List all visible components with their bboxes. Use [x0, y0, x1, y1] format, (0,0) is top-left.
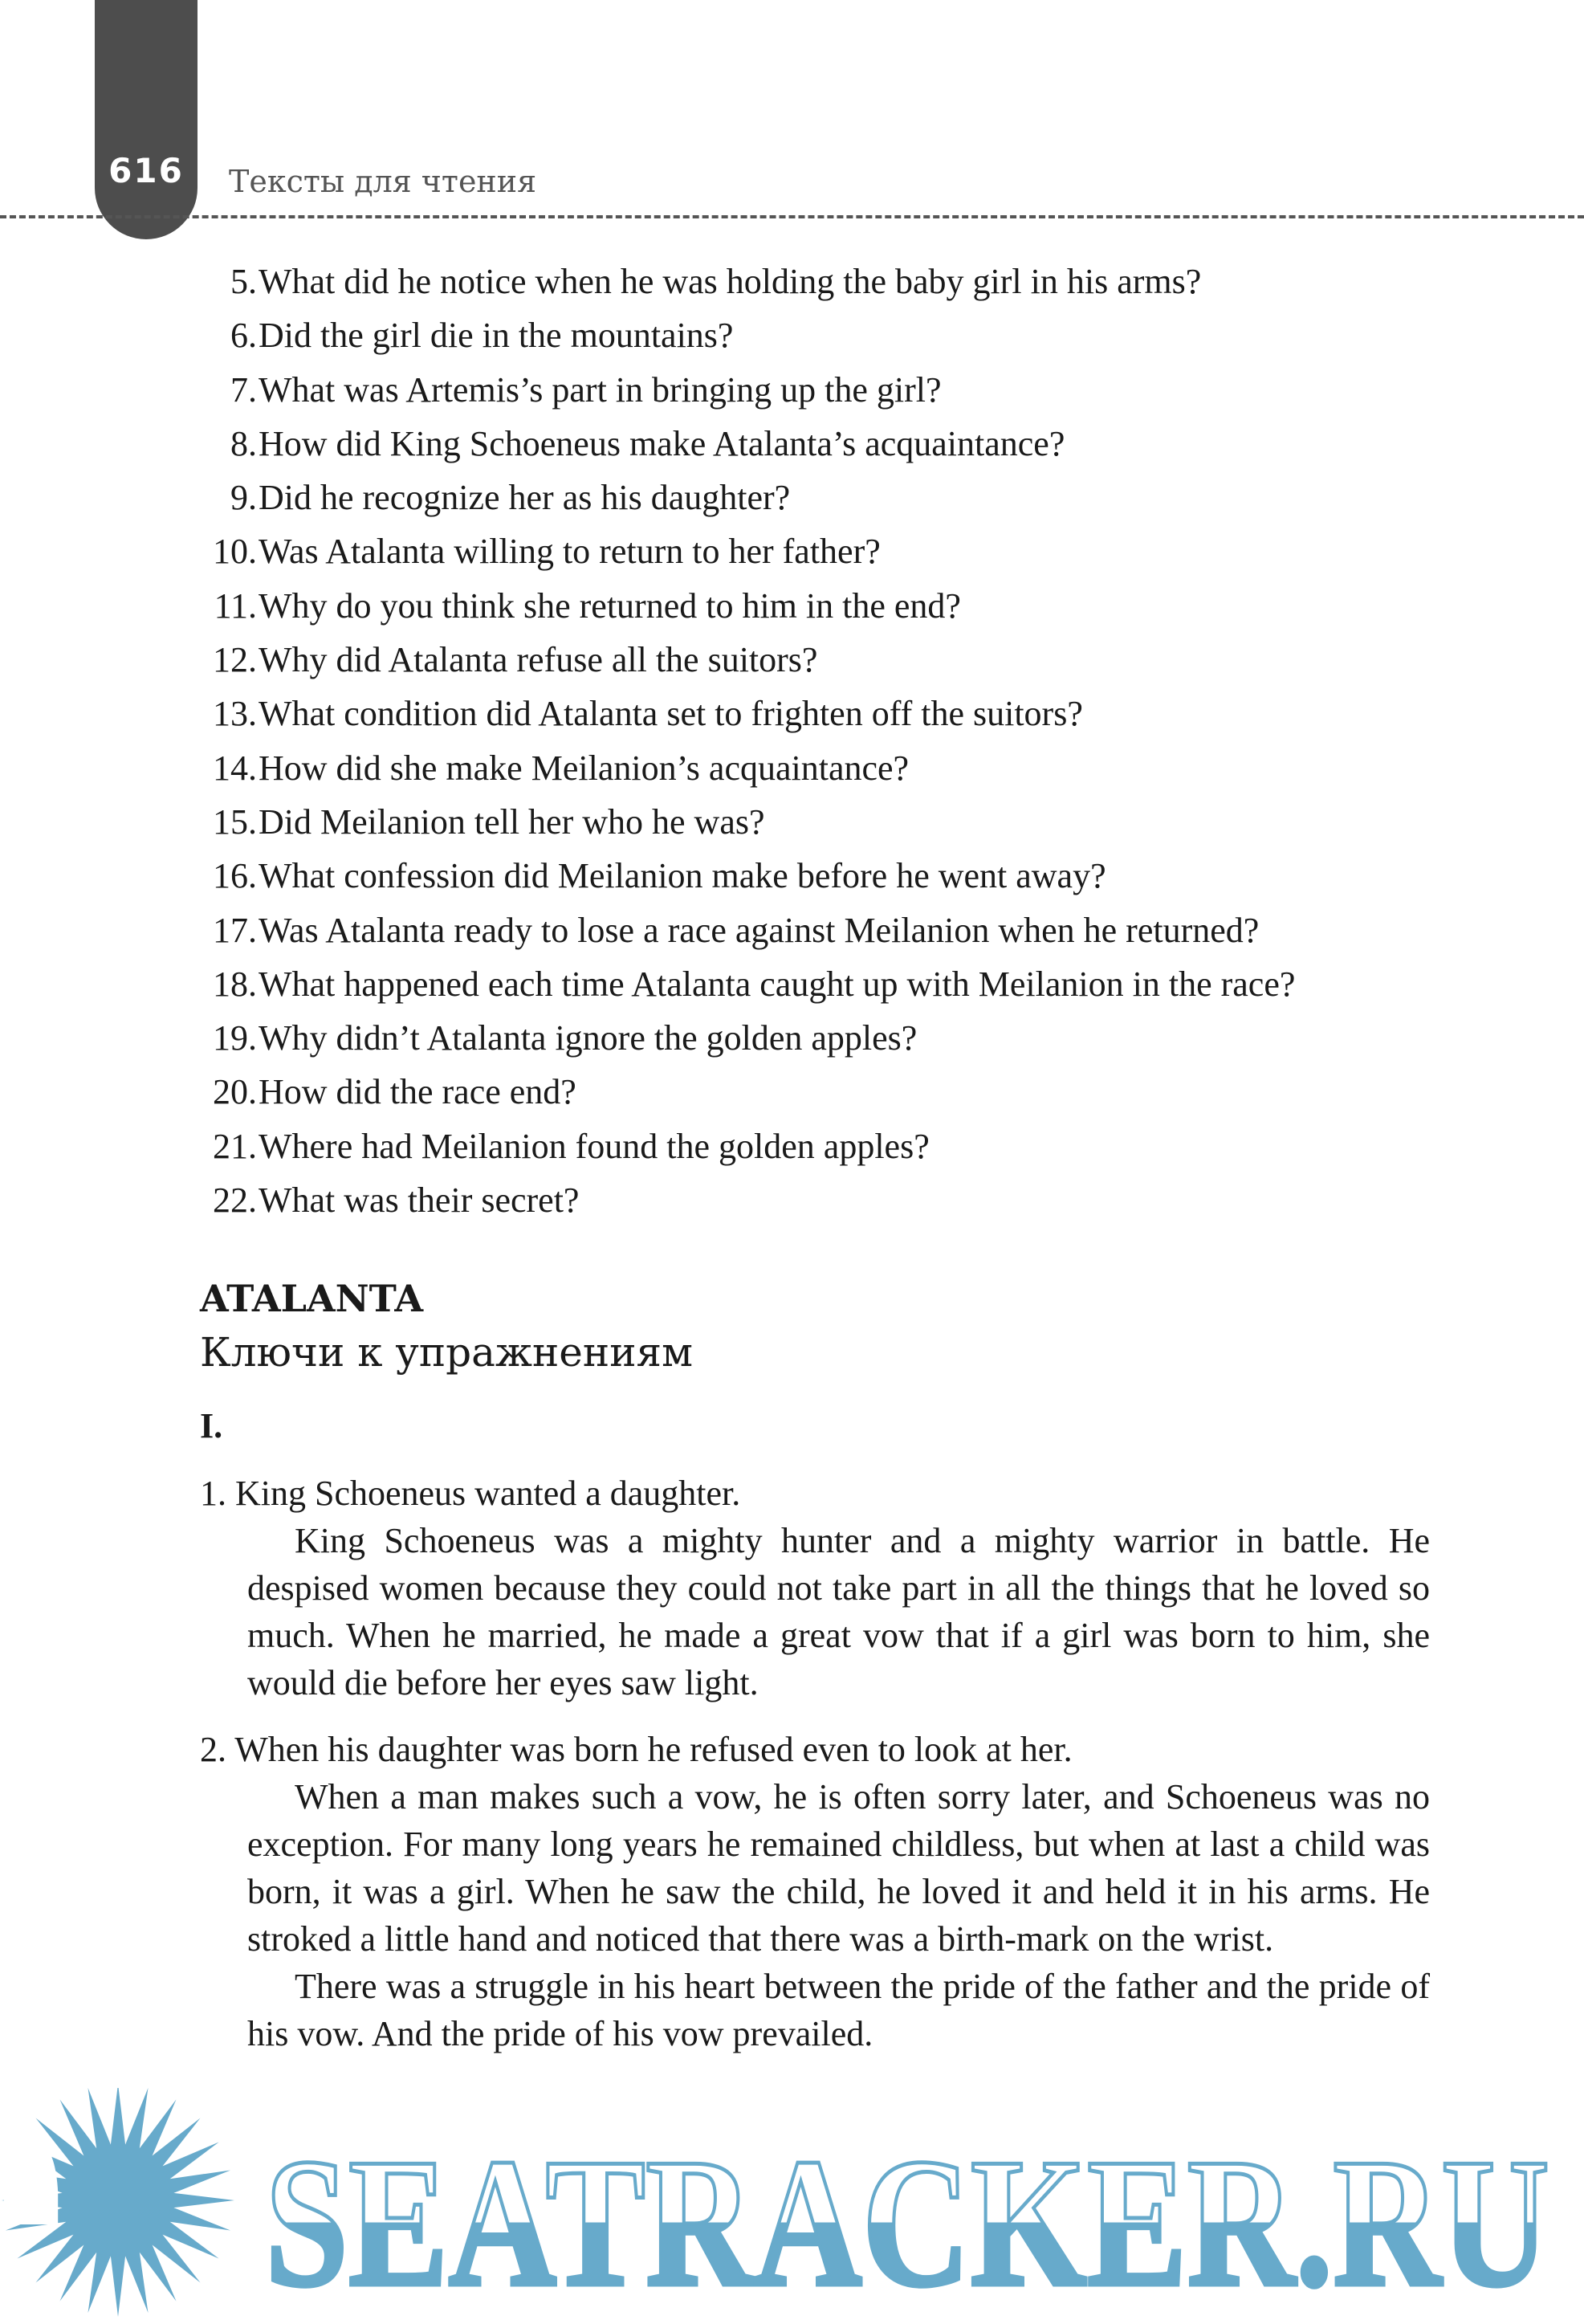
question-number: 21. — [213, 1126, 257, 1166]
question-number: 10. — [213, 532, 257, 572]
question-item — [193, 1011, 1445, 1065]
header-divider — [0, 215, 1584, 218]
answer-paragraph: King Schoeneus was a mighty hunter and a mighty warrior in battle. He despised women because they could not take part in all the things that he loved so much. When he married, he made a great vow that if a girl was born to him, she would die before her eyes saw light. — [247, 1521, 1430, 1702]
question-text: What condition did Atalanta set to frighten off the suitors? — [259, 694, 1083, 734]
question-item — [193, 903, 1445, 957]
question-number: 15. — [213, 801, 257, 842]
question-item — [193, 363, 1445, 417]
question-text: What was Artemis’s part in bringing up the girl? — [259, 369, 942, 410]
question-number: 19. — [213, 1018, 257, 1058]
watermark-logo — [0, 2088, 1584, 2324]
question-number: 20. — [213, 1072, 257, 1112]
question-item — [193, 633, 1445, 687]
answer-heading: 2. When his daughter was born he refused even to look at her. — [200, 1730, 1073, 1769]
answer-paragraph: When a man makes such a vow, he is often sorry later, and Schoeneus was no exception. For many long years he remained childless, but when at last a child was born, it was a girl. When he saw the child, he loved it and held it in his arms. He stroked a little hand and noticed that there was a birth-mark on the wrist. — [247, 1777, 1430, 1959]
question-number: 17. — [213, 910, 257, 950]
question-item — [193, 1119, 1445, 1173]
part-label: I. — [200, 1406, 223, 1445]
section-title: ATALANTA — [200, 1277, 424, 1320]
question-item — [193, 579, 1445, 633]
section-subtitle: Ключи к упражнениям — [200, 1329, 693, 1376]
question-item — [193, 255, 1445, 308]
question-item — [193, 471, 1445, 524]
question-list — [193, 255, 1445, 1227]
question-text: Did he recognize her as his daughter? — [259, 478, 791, 518]
question-text: Where had Meilanion found the golden apples? — [259, 1126, 930, 1166]
watermark-text: SEATRACKER.RU — [265, 2120, 1549, 2324]
question-number: 6. — [230, 316, 257, 356]
question-number: 18. — [213, 964, 257, 1004]
question-number: 5. — [230, 262, 257, 301]
question-text: Why do you think she returned to him in the end? — [259, 585, 961, 626]
question-item — [193, 957, 1445, 1011]
question-text: Why didn’t Atalanta ignore the golden apples? — [259, 1018, 918, 1058]
question-item — [193, 795, 1445, 849]
question-number: 14. — [213, 748, 257, 788]
question-item — [193, 1173, 1445, 1227]
question-number: 9. — [230, 478, 257, 518]
question-text: What was their secret? — [259, 1180, 580, 1221]
question-text: What confession did Meilanion make before he went away? — [259, 856, 1106, 896]
question-text: Did the girl die in the mountains? — [259, 316, 734, 356]
answer-item — [200, 1726, 1430, 2057]
question-item — [193, 687, 1445, 740]
question-item — [193, 308, 1445, 362]
question-text: How did King Schoeneus make Atalanta’s acquaintance? — [259, 423, 1065, 463]
question-item — [193, 417, 1445, 471]
question-item — [193, 524, 1445, 578]
question-text: How did she make Meilanion’s acquaintance? — [259, 748, 910, 788]
question-item — [193, 849, 1445, 903]
sun-icon — [2, 2088, 234, 2317]
question-item — [193, 741, 1445, 795]
answer-item — [200, 1470, 1430, 1706]
question-number: 11. — [214, 585, 257, 626]
question-number: 13. — [213, 694, 257, 734]
question-item — [193, 1065, 1445, 1119]
running-title: Тексты для чтения — [229, 164, 537, 199]
answer-heading: 1. King Schoeneus wanted a daughter. — [200, 1474, 741, 1513]
page-tab — [95, 0, 197, 239]
question-text: Did Meilanion tell her who he was? — [259, 801, 765, 842]
question-text: What did he notice when he was holding the baby girl in his arms? — [259, 262, 1202, 301]
question-text: How did the race end? — [259, 1072, 576, 1112]
question-text: Was Atalanta ready to lose a race against Meilanion when he returned? — [259, 910, 1260, 950]
question-text: What happened each time Atalanta caught up with Meilanion in the race? — [259, 964, 1296, 1004]
question-number: 7. — [230, 369, 257, 410]
question-number: 8. — [230, 423, 257, 463]
question-number: 12. — [213, 640, 257, 680]
answer-paragraph: There was a struggle in his heart between the pride of the father and the pride of his vow. And the pride of his vow prevailed. — [247, 1967, 1430, 2053]
question-number: 22. — [213, 1180, 257, 1221]
question-text: Was Atalanta willing to return to her father? — [259, 532, 881, 572]
question-text: Why did Atalanta refuse all the suitors? — [259, 640, 818, 680]
question-number: 16. — [213, 856, 257, 896]
page-number: 616 — [108, 151, 184, 190]
